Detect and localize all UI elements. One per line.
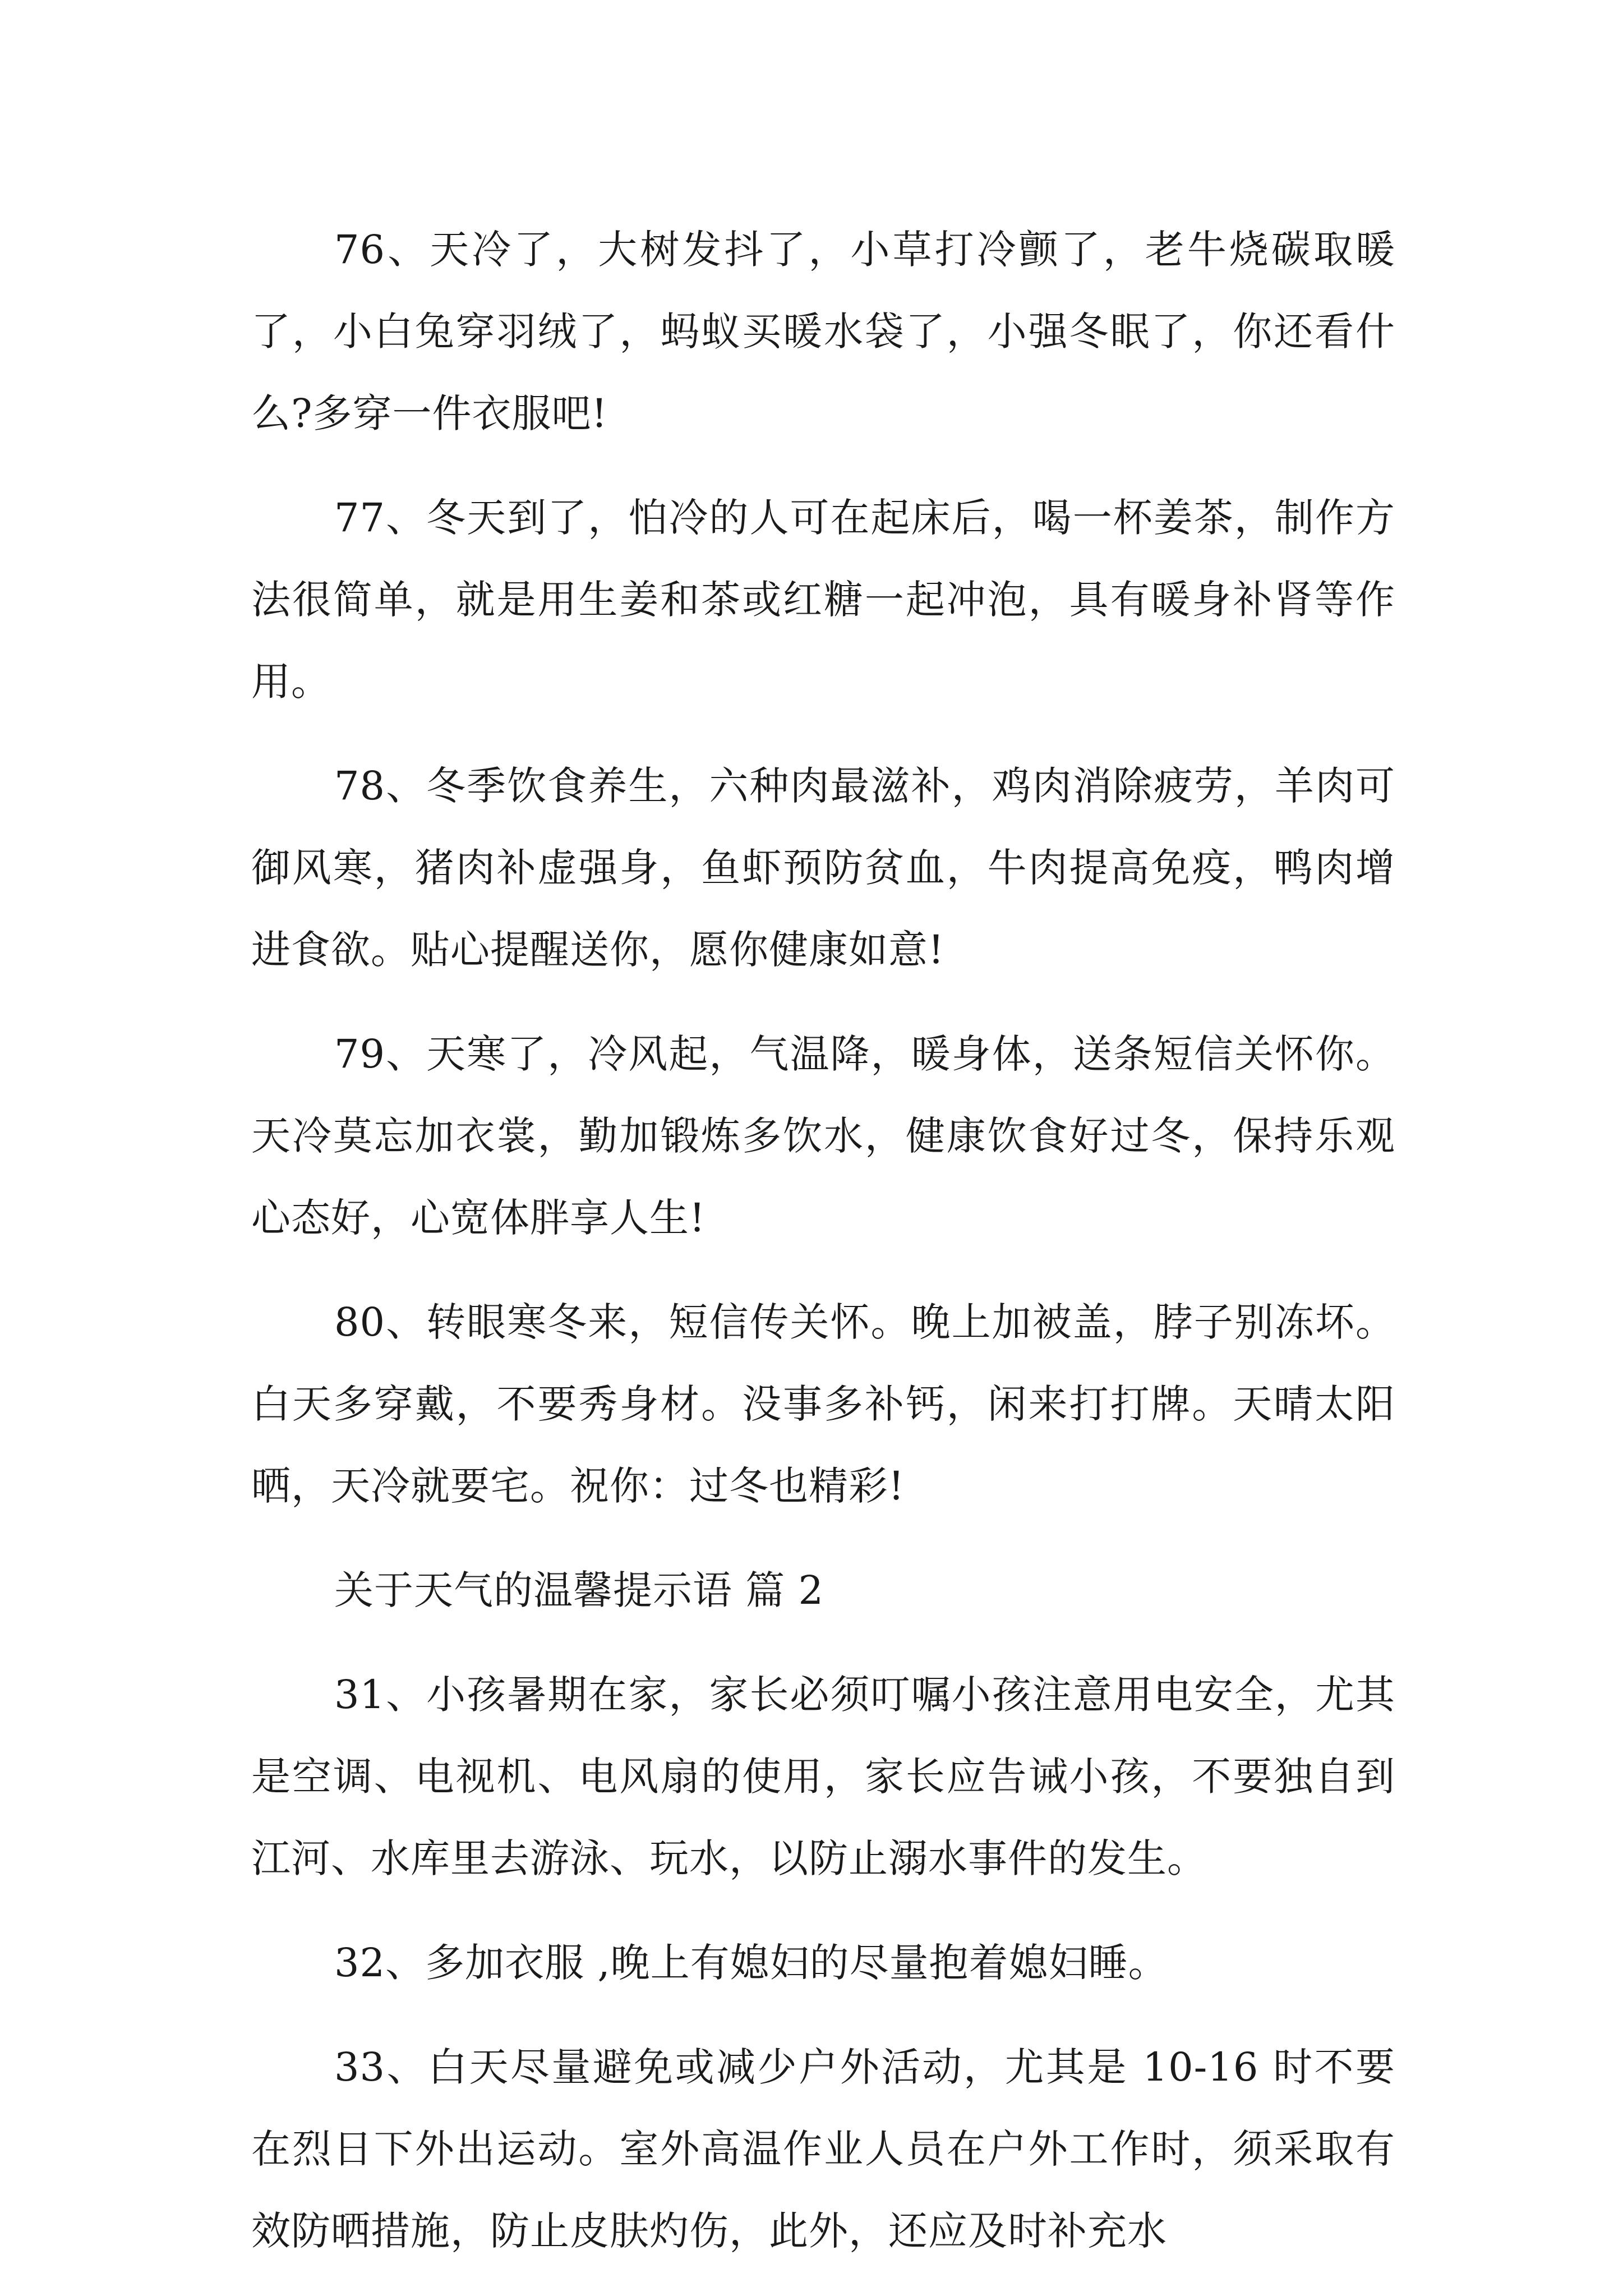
paragraph-79: 79、天寒了，冷风起，气温降，暖身体，送条短信关怀你。天冷莫忘加衣裳，勤加锻炼多饮水，健康饮食好过冬，保持乐观心态好，心宽体胖享人生! xyxy=(251,1031,1395,1241)
paragraph-76: 76、天冷了，大树发抖了，小草打冷颤了，老牛烧碳取暖了，小白兔穿羽绒了，蚂蚁买暖水袋了，小强冬眠了，你还看什么?多穿一件衣服吧! xyxy=(251,227,1395,436)
paragraph-77: 77、冬天到了，怕冷的人可在起床后，喝一杯姜茶，制作方法很简单，就是用生姜和茶或红糖一起冲泡，具有暖身补肾等作用。 xyxy=(251,495,1395,705)
paragraph-33: 33、白天尽量避免或减少户外活动，尤其是 10-16 时不要在烈日下外出运动。室外高温作业人员在户外工作时，须采取有效防晒措施，防止皮肤灼伤，此外，还应及时补充水 xyxy=(251,2044,1395,2254)
paragraph-78: 78、冬季饮食养生，六种肉最滋补，鸡肉消除疲劳，羊肉可御风寒，猪肉补虚强身，鱼虾预防贫血，牛肉提高免疫，鸭肉增进食欲。贴心提醒送你，愿你健康如意! xyxy=(251,763,1395,973)
section-heading: 关于天气的温馨提示语 篇 2 xyxy=(334,1567,824,1613)
paragraph-31: 31、小孩暑期在家，家长必须叮嘱小孩注意用电安全，尤其是空调、电视机、电风扇的使用，家长应告诫小孩，不要独自到江河、水库里去游泳、玩水，以防止溺水事件的发生。 xyxy=(251,1672,1395,1881)
paragraph-32: 32、多加衣服 ,晚上有媳妇的尽量抱着媳妇睡。 xyxy=(334,1940,1168,1986)
document-body xyxy=(251,209,1395,2294)
paragraph-80: 80、转眼寒冬来，短信传关怀。晚上加被盖，脖子别冻坏。白天多穿戴，不要秀身材。没事多补钙，闲来打打牌。天晴太阳晒，天冷就要宅。祝你：过冬也精彩! xyxy=(251,1299,1395,1509)
